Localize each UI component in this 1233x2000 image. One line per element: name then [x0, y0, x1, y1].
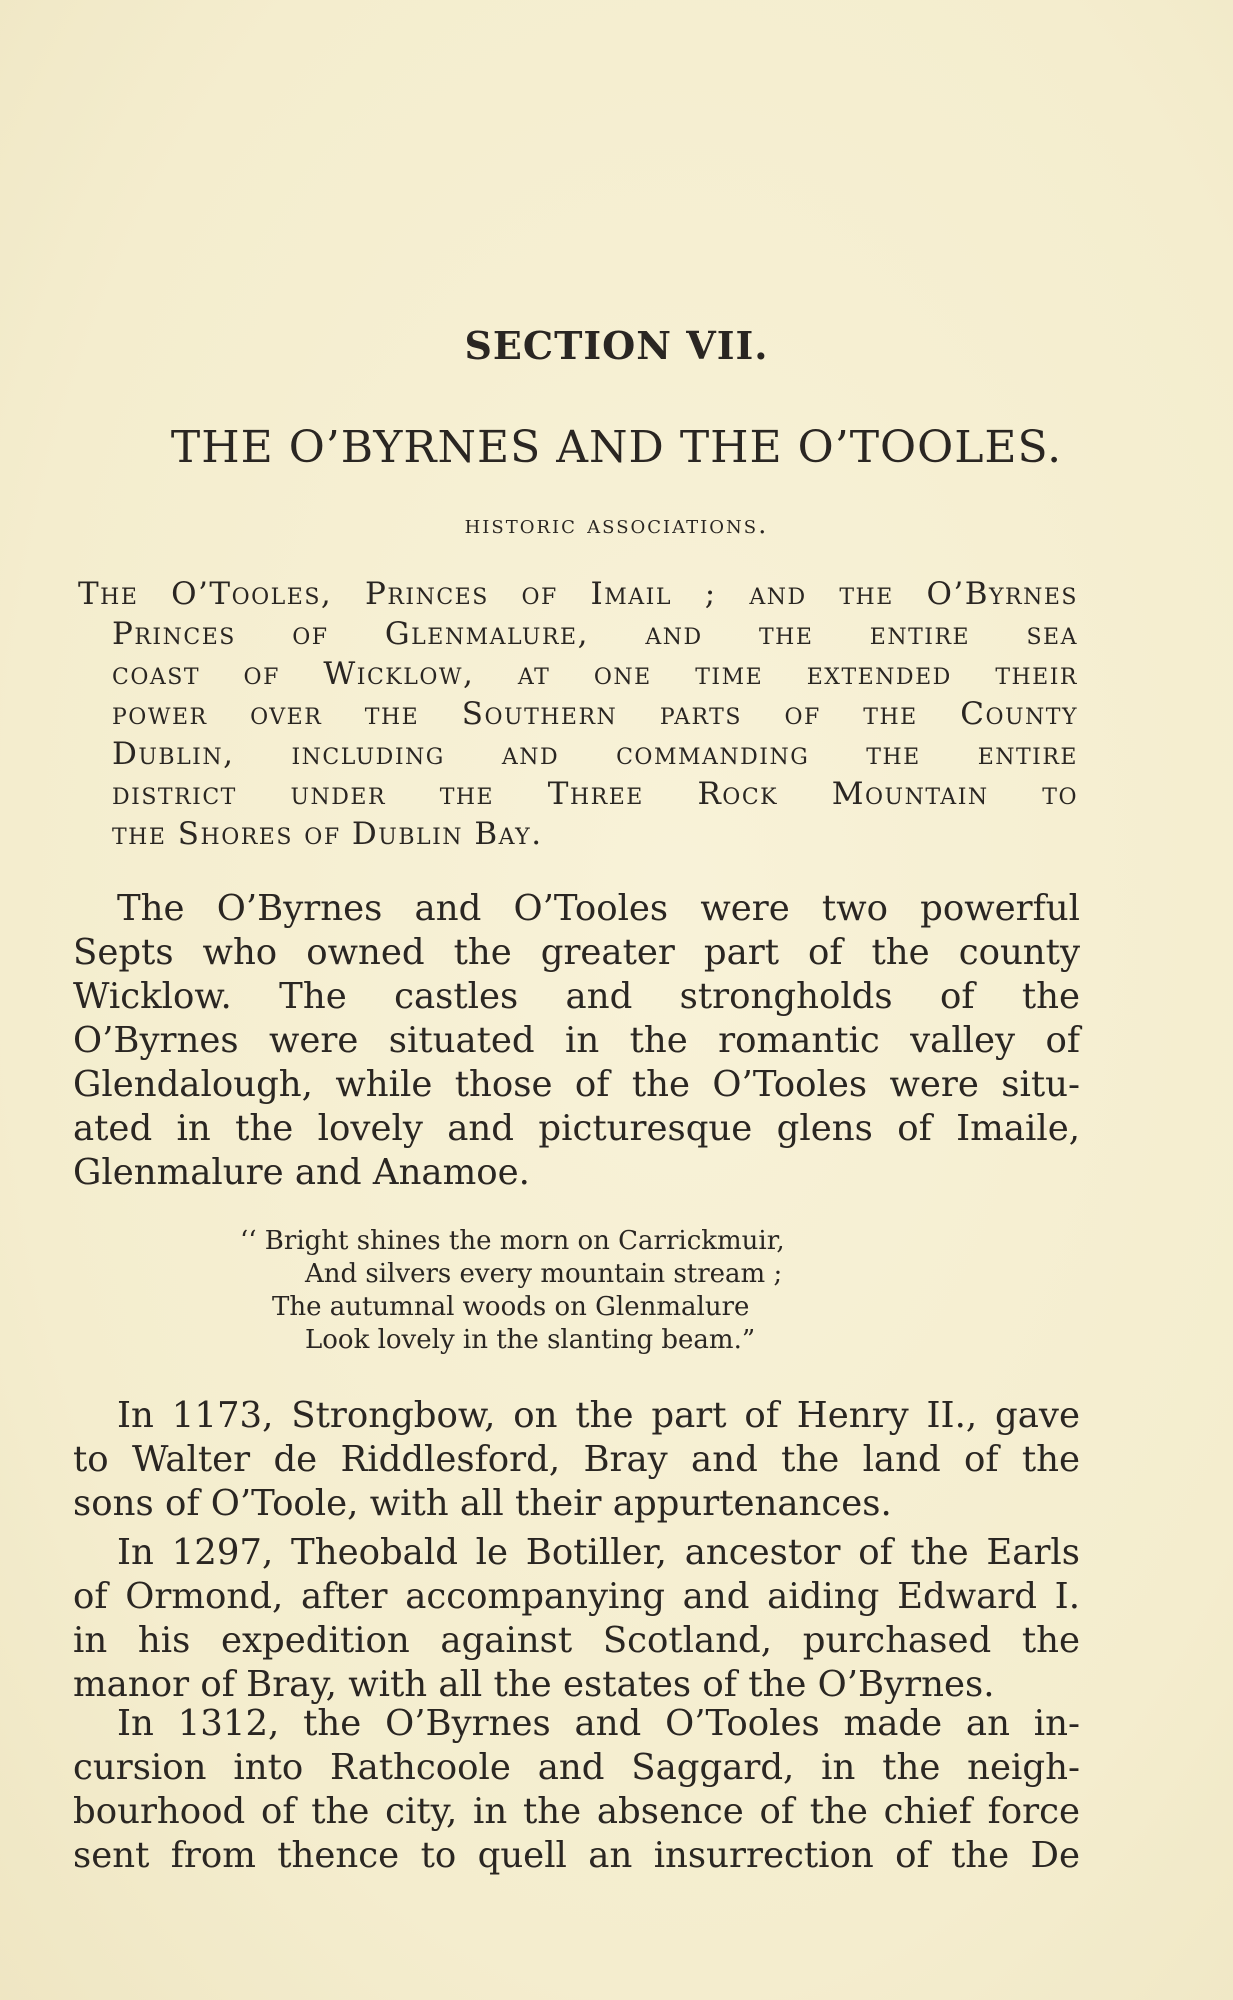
poem-quotation	[0, 1225, 1233, 1357]
text-line: of Ormond, after accompanying and aiding Edward I.	[73, 1576, 1080, 1617]
text-line: cursion into Rathcoole and Saggard, in the neigh-	[73, 1747, 1080, 1788]
text-line: manor of Bray, with all the estates of the O’Byrnes.	[73, 1664, 995, 1705]
lead-line: district under the Three Rock Mountain to	[112, 776, 1078, 812]
text-line: Septs who owned the greater part of the county	[73, 932, 1080, 973]
poem-line: Look lovely in the slanting beam.”	[305, 1325, 756, 1355]
lead-line: power over the Southern parts of the County	[112, 696, 1078, 732]
paragraph-1173	[73, 1394, 1080, 1526]
section-heading: SECTION VII.	[464, 323, 769, 368]
text-line: The O’Byrnes and O’Tooles were two powerful	[117, 888, 1080, 929]
poem-line: And silvers every mountain stream ;	[305, 1259, 783, 1289]
poem-line: ‘‘ Bright shines the morn on Carrickmuir,	[240, 1226, 785, 1256]
text-line: In 1173, Strongbow, on the part of Henry II., gave	[117, 1395, 1080, 1436]
lead-line: the Shores of Dublin Bay.	[112, 816, 543, 852]
text-line: sent from thence to quell an insurrection of the De	[73, 1835, 1080, 1876]
paragraph-septs	[73, 887, 1080, 1195]
page-title: THE O’BYRNES AND THE O’TOOLES.	[170, 422, 1063, 473]
text-line: Glenmalure and Anamoe.	[73, 1152, 530, 1193]
paragraph-1297	[73, 1531, 1080, 1707]
text-line: O’Byrnes were situated in the romantic valley of	[73, 1020, 1080, 1061]
text-line: to Walter de Riddlesford, Bray and the land of the	[73, 1439, 1080, 1480]
text-line: bourhood of the city, in the absence of the chief force	[73, 1791, 1080, 1832]
subtitle: historic associations.	[464, 510, 769, 540]
text-line: sons of O’Toole, with all their appurtenances.	[73, 1483, 892, 1524]
lead-summary	[78, 574, 1078, 854]
lead-line: Princes of Glenmalure, and the entire sea	[112, 616, 1078, 652]
text-line: in his expedition against Scotland, purchased the	[73, 1620, 1080, 1661]
lead-line: The O’Tooles, Princes of Imail ; and the O’Byrnes	[78, 576, 1078, 612]
text-line: In 1297, Theobald le Botiller, ancestor of the Earls	[117, 1532, 1080, 1573]
paragraph-1312	[73, 1702, 1080, 1878]
text-line: Glendalough, while those of the O’Tooles were situ-	[73, 1064, 1080, 1105]
text-line: ated in the lovely and picturesque glens of Imaile,	[73, 1108, 1080, 1149]
poem-line: The autumnal woods on Glenmalure	[272, 1292, 750, 1322]
text-line: Wicklow. The castles and strongholds of the	[73, 976, 1080, 1017]
lead-line: Dublin, including and commanding the entire	[112, 736, 1078, 772]
lead-line: coast of Wicklow, at one time extended their	[112, 656, 1078, 692]
text-line: In 1312, the O’Byrnes and O’Tooles made an in-	[117, 1703, 1080, 1744]
